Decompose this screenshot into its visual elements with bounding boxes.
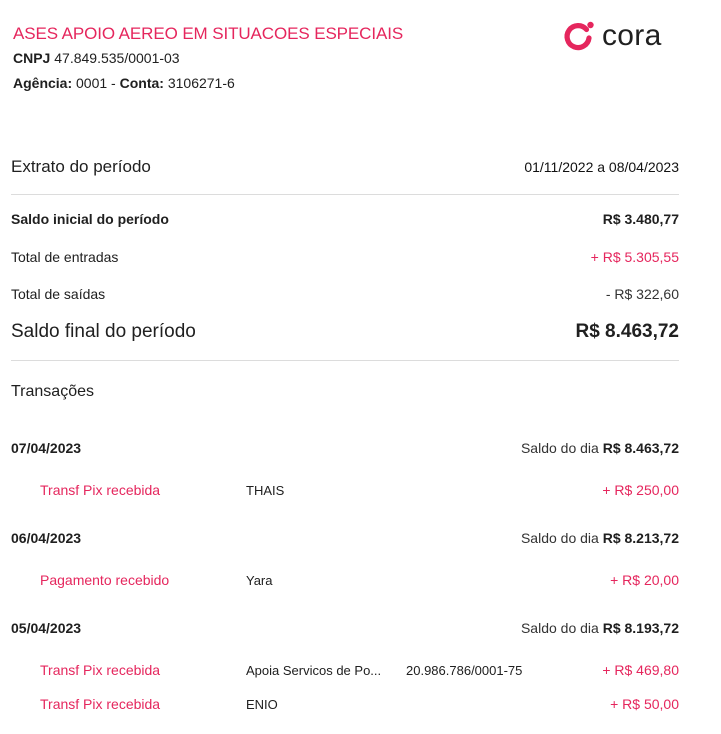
cora-logo-icon	[562, 20, 594, 52]
transaction-amount: + R$ 469,80	[602, 662, 679, 678]
agency-account-separator: -	[107, 75, 120, 91]
account-line	[13, 75, 235, 91]
account-label: Conta:	[119, 75, 164, 91]
day-balance-label: Saldo do dia	[520, 620, 599, 636]
company-name: ASES APOIO AEREO EM SITUACOES ESPECIAIS	[13, 24, 404, 43]
transaction-document: 20.986.786/0001-75	[406, 662, 523, 678]
transaction-name: Apoia Servicos de Po...	[246, 662, 382, 678]
total-in-value: + R$ 5.305,55	[590, 249, 679, 265]
transaction-name: THAIS	[246, 482, 285, 498]
total-in-label: Total de entradas	[11, 249, 119, 265]
cora-logo	[562, 19, 662, 53]
final-balance-label: Saldo final do período	[11, 321, 196, 342]
day-header	[11, 527, 679, 549]
total-out-label: Total de saídas	[11, 286, 106, 302]
day-balance	[521, 530, 679, 546]
cora-logo-text: cora	[602, 19, 662, 52]
transactions-title: Transações	[11, 383, 94, 400]
transaction-row[interactable]	[40, 659, 679, 681]
transaction-row[interactable]	[40, 569, 679, 591]
total-in-row	[11, 246, 679, 268]
transaction-row[interactable]	[40, 479, 679, 501]
agency-label: Agência:	[13, 75, 73, 91]
transaction-amount: + R$ 250,00	[602, 482, 679, 498]
day-date: 07/04/2023	[11, 440, 82, 456]
total-out-row	[11, 283, 679, 305]
day-header	[11, 617, 679, 639]
period-label: Extrato do período	[11, 157, 151, 176]
day-balance	[521, 440, 679, 456]
final-balance-value: R$ 8.463,72	[575, 321, 679, 342]
transaction-type: Transf Pix recebida	[40, 696, 161, 712]
cnpj-line	[13, 50, 180, 66]
transaction-type: Transf Pix recebida	[40, 662, 161, 678]
cnpj-value: 47.849.535/0001-03	[54, 50, 180, 66]
cnpj-label: CNPJ	[13, 50, 51, 66]
transaction-name: Yara	[246, 572, 273, 588]
day-balance-value: R$ 8.213,72	[602, 530, 679, 546]
day-balance-label: Saldo do dia	[520, 530, 599, 546]
total-out-value: - R$ 322,60	[605, 286, 679, 302]
transaction-amount: + R$ 50,00	[610, 696, 679, 712]
opening-balance-label: Saldo inicial do período	[11, 211, 169, 227]
day-balance-value: R$ 8.463,72	[602, 440, 679, 456]
account-value: 3106271-6	[167, 75, 235, 91]
opening-balance-value: R$ 3.480,77	[602, 211, 679, 227]
divider	[11, 360, 679, 361]
period-dates: 01/11/2022 a 08/04/2023	[524, 159, 679, 175]
transaction-amount: + R$ 20,00	[610, 572, 679, 588]
agency-value: 0001	[76, 75, 108, 91]
divider	[11, 194, 679, 195]
day-balance-value: R$ 8.193,72	[602, 620, 679, 636]
final-balance-row	[11, 319, 679, 345]
day-balance-label: Saldo do dia	[520, 440, 599, 456]
day-balance	[521, 620, 679, 636]
transaction-row[interactable]	[40, 693, 679, 715]
day-header	[11, 437, 679, 459]
day-date: 05/04/2023	[11, 620, 82, 636]
day-date: 06/04/2023	[11, 530, 82, 546]
transaction-type: Pagamento recebido	[40, 572, 170, 588]
opening-balance-row	[11, 208, 679, 230]
transaction-type: Transf Pix recebida	[40, 482, 161, 498]
period-row	[11, 156, 679, 178]
transaction-name: ENIO	[246, 696, 278, 712]
